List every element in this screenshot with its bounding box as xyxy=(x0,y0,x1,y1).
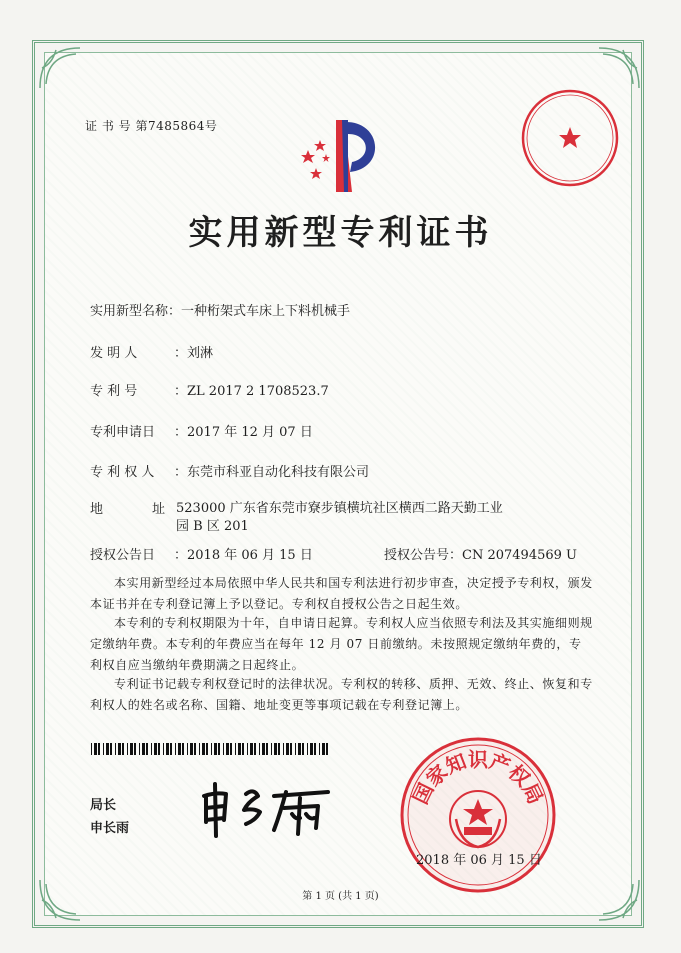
grant-number: ：CN 207494569 U xyxy=(449,548,577,563)
utility-model-name: 一种桁架式车床上下料机械手 xyxy=(181,304,351,319)
seal-text: 国家知识产权局 xyxy=(408,747,548,808)
grant-date: ：2018 年 06 月 15 日 xyxy=(174,548,313,563)
patent-number-label: 专 利 号 xyxy=(90,384,138,399)
patentee-label: 专 利 权 人 xyxy=(90,465,155,480)
page-number: 第 1 页 (共 1 页) xyxy=(302,891,379,902)
certificate-number: 证 书 号 第7485864号 xyxy=(85,119,218,133)
barcode xyxy=(91,740,331,752)
inventor-label: 发 明 人 xyxy=(90,346,138,361)
filing-date-row xyxy=(90,421,313,440)
local-office-seal xyxy=(519,87,621,189)
inventor: ：刘淋 xyxy=(174,346,214,361)
document-title: 实用新型专利证书 xyxy=(188,213,493,253)
patent-number-row xyxy=(90,380,329,399)
grant-number-label: 授权公告号 xyxy=(384,548,450,563)
filing-date: ：2017 年 12 月 07 日 xyxy=(174,425,313,440)
inventor-row xyxy=(90,342,213,361)
paragraph-examination: 本实用新型经过本局依照中华人民共和国专利法进行初步审查，决定授予专利权，颁发本证书并在专利登记簿上予以登记。专利权自授权公告之日起生效。 xyxy=(90,576,593,611)
patent-office-logo xyxy=(286,110,398,194)
patentee: ：东莞市科亚自动化科技有限公司 xyxy=(174,465,370,480)
director-title: 局长 xyxy=(90,798,117,813)
address-label-2: 址 xyxy=(152,502,166,517)
director-name: 申长雨 xyxy=(90,821,130,836)
grant-date-row xyxy=(90,544,313,563)
grant-number-row xyxy=(384,544,577,563)
patentee-row xyxy=(90,461,369,480)
corner-ornament-top-right xyxy=(595,44,643,92)
filing-date-label: 专利申请日 xyxy=(90,425,156,440)
paragraph-term: 本专利的专利权期限为十年，自申请日起算。专利权人应当依照专利法及其实施细则规定缴纳年费。本专利的年费应当在每年 12 月 07 日前缴纳。未按照规定缴纳年费的，专利权自应当缴纳年费期满之日起终止。 xyxy=(90,616,593,672)
utility-model-name-label: 实用新型名称： xyxy=(90,304,182,319)
paragraph-legal-status: 专利证书记载专利权登记时的法律状况。专利权的转移、质押、无效、终止、恢复和专利权人的姓名或名称、国籍、地址变更等事项记载在专利登记簿上。 xyxy=(90,677,593,712)
utility-model-name-row xyxy=(90,300,350,319)
seal-date: 2018 年 06 月 15 日 xyxy=(416,853,542,868)
corner-ornament-top-left xyxy=(36,44,84,92)
address: 523000 广东省东莞市寮步镇横坑社区横西二路天勤工业园 B 区 201 xyxy=(176,501,503,534)
national-ip-office-seal xyxy=(398,735,558,895)
director-signature xyxy=(196,778,346,840)
patent-number: ：ZL 2017 2 1708523.7 xyxy=(174,384,329,399)
grant-date-label: 授权公告日 xyxy=(90,548,156,563)
address-label: 地 xyxy=(90,502,104,517)
